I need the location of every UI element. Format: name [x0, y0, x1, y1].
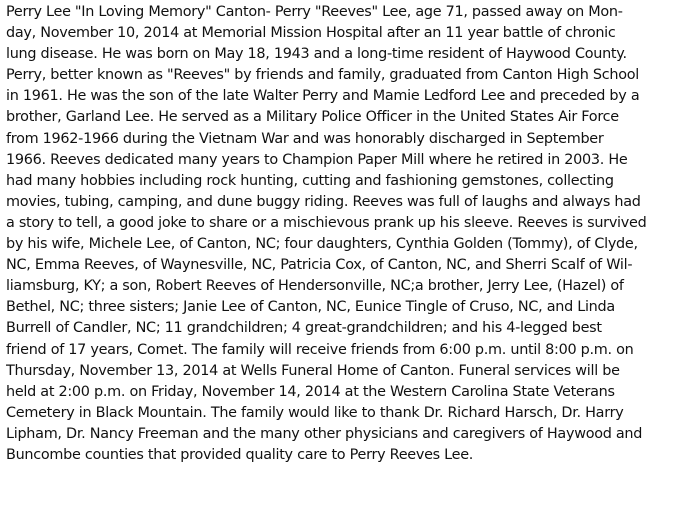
obituary-line-17: friend of 17 years, Comet. The family will receive friends from 6:00 p.m. until 8:00 p.m. on — [6, 341, 634, 358]
obituary-line-1: Perry Lee "In Loving Memory" Canton- Perry "Reeves" Lee, age 71, passed away on Mon- — [6, 4, 623, 20]
obituary-line-19: held at 2:00 p.m. on Friday, November 14, 2014 at the Western Carolina State Veterans — [6, 383, 615, 400]
obituary-line-2: day, November 10, 2014 at Memorial Mission Hospital after an 11 year battle of chronic — [6, 25, 616, 42]
obituary-line-14: liamsburg, KY; a son, Robert Reeves of Hendersonville, NC;a brother, Jerry Lee, (Hazel) of — [6, 278, 624, 295]
obituary-line-12: by his wife, Michele Lee, of Canton, NC; four daughters, Cynthia Golden (Tommy), of Clyde, — [6, 236, 638, 253]
obituary-line-10: movies, tubing, camping, and dune buggy riding. Reeves was full of laughs and always had — [6, 193, 641, 210]
obituary-paragraph — [6, 2, 694, 466]
obituary-line-9: had many hobbies including rock hunting, cutting and fashioning gemstones, collecting — [6, 172, 614, 189]
obituary-line-3: lung disease. He was born on May 18, 1943 and a long-time resident of Haywood County. — [6, 46, 627, 63]
obituary-line-15: Bethel, NC; three sisters; Janie Lee of Canton, NC, Eunice Tingle of Cruso, NC, and Linda — [6, 299, 615, 316]
obituary-line-18: Thursday, November 13, 2014 at Wells Funeral Home of Canton. Funeral services will be — [6, 362, 620, 379]
obituary-line-7: from 1962-1966 during the Vietnam War and was honorably discharged in September — [6, 130, 604, 147]
obituary-line-21: Lipham, Dr. Nancy Freeman and the many other physicians and caregivers of Haywood and — [6, 425, 643, 442]
obituary-line-22: Buncombe counties that provided quality care to Perry Reeves Lee. — [6, 446, 474, 463]
obituary-line-20: Cemetery in Black Mountain. The family would like to thank Dr. Richard Harsch, Dr. Harry — [6, 404, 624, 421]
obituary-line-11: a story to tell, a good joke to share or a mischievous prank up his sleeve. Reeves is survived — [6, 214, 647, 231]
obituary-line-16: Burrell of Candler, NC; 11 grandchildren; 4 great-grandchildren; and his 4-legged best — [6, 320, 602, 337]
obituary-line-4: Perry, better known as "Reeves" by friends and family, graduated from Canton High School — [6, 67, 639, 84]
obituary-line-13: NC, Emma Reeves, of Waynesville, NC, Patricia Cox, of Canton, NC, and Sherri Scalf of Wil- — [6, 257, 633, 274]
obituary-line-6: brother, Garland Lee. He served as a Military Police Officer in the United States Air Force — [6, 109, 619, 126]
obituary-line-5: in 1961. He was the son of the late Walter Perry and Mamie Ledford Lee and preceded by a — [6, 88, 640, 105]
obituary-line-8: 1966. Reeves dedicated many years to Champion Paper Mill where he retired in 2003. He — [6, 151, 628, 168]
